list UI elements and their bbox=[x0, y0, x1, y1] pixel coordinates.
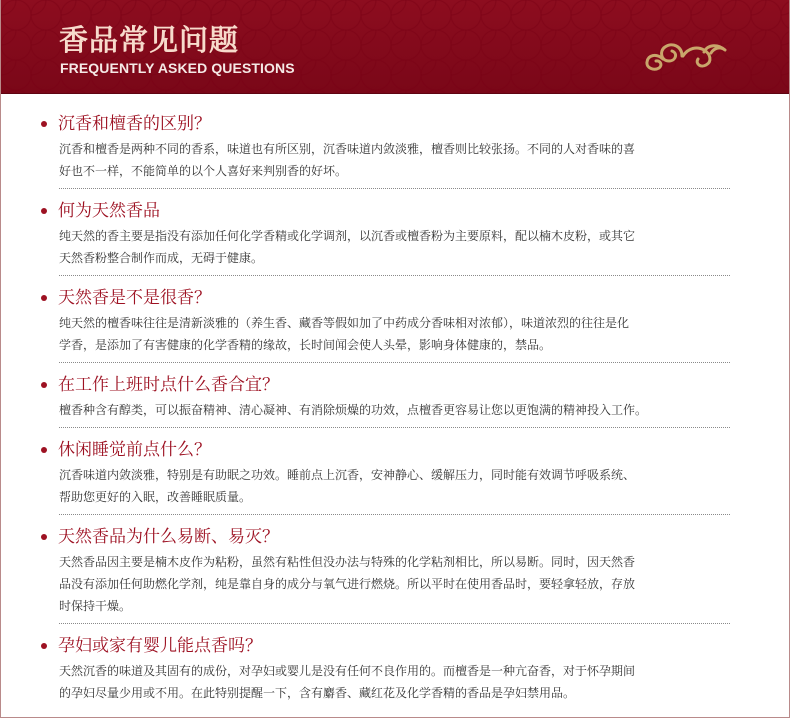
answer-line: 檀香种含有醇类，可以振奋精神、清心凝神、有消除烦燥的功效，点檀香更容易让您以更饱满的精神投入工作。 bbox=[59, 403, 648, 417]
dotted-divider bbox=[59, 188, 730, 189]
faq-question: 在工作上班时点什么香合宜？ bbox=[58, 375, 279, 395]
faq-item bbox=[41, 632, 731, 704]
answer-line: 沉香味道内敛淡雅，特别是有助眠之功效。睡前点上沉香，安神静心、缓解压力，同时能有效调节呼吸系统、 bbox=[59, 468, 636, 482]
dotted-divider bbox=[59, 275, 730, 276]
question-row bbox=[41, 523, 731, 551]
header-banner bbox=[1, 0, 789, 94]
answer-line: 纯天然的檀香味往往是清新淡雅的（养生香、藏香等假如加了中药成分香味相对浓郁），味道浓烈的往往是化 bbox=[59, 316, 630, 330]
faq-answer bbox=[59, 399, 731, 421]
dotted-divider bbox=[59, 514, 730, 515]
question-row bbox=[41, 197, 731, 225]
faq-answer bbox=[59, 225, 731, 269]
faq-item bbox=[41, 436, 731, 515]
faq-item bbox=[41, 371, 731, 428]
question-row bbox=[41, 436, 731, 464]
bullet-icon bbox=[41, 534, 47, 540]
answer-line: 天然香粉整合制作而成，无碍于健康。 bbox=[59, 251, 264, 265]
question-row bbox=[41, 632, 731, 660]
faq-answer bbox=[59, 312, 731, 356]
bullet-icon bbox=[41, 643, 47, 649]
answer-line: 天然沉香的味道及其固有的成份，对孕妇或婴儿是没有任何不良作用的。而檀香是一种亢奋香，对于怀孕期间 bbox=[59, 664, 636, 678]
bullet-icon bbox=[41, 295, 47, 301]
page-title: 香品常见问题 bbox=[59, 23, 240, 57]
faq-question: 孕妇或家有婴儿能点香吗？ bbox=[58, 636, 262, 656]
bullet-icon bbox=[41, 447, 47, 453]
faq-question: 休闲睡觉前点什么？ bbox=[58, 440, 211, 460]
faq-question: 沉香和檀香的区别？ bbox=[58, 114, 211, 134]
dotted-divider bbox=[59, 362, 730, 363]
faq-item bbox=[41, 284, 731, 363]
answer-line: 沉香和檀香是两种不同的香系，味道也有所区别，沉香味道内敛淡雅，檀香则比较张扬。不同的人对香味的喜 bbox=[59, 142, 636, 156]
faq-answer bbox=[59, 138, 731, 182]
answer-line: 好也不一样，不能简单的以个人喜好来判别香的好坏。 bbox=[59, 164, 348, 178]
faq-answer bbox=[59, 660, 731, 704]
question-row bbox=[41, 371, 731, 399]
answer-line: 学香，是添加了有害健康的化学香精的缘故，长时间闻会使人头晕，影响身体健康的，禁品。 bbox=[59, 338, 552, 352]
page-subtitle: FREQUENTLY ASKED QUESTIONS bbox=[60, 60, 295, 76]
faq-item bbox=[41, 110, 731, 189]
faq-list bbox=[41, 110, 731, 704]
dotted-divider bbox=[59, 623, 730, 624]
question-row bbox=[41, 110, 731, 138]
faq-answer bbox=[59, 551, 731, 617]
bullet-icon bbox=[41, 382, 47, 388]
answer-line: 的孕妇尽量少用或不用。在此特别提醒一下，含有麝香、藏红花及化学香精的香品是孕妇禁用品。 bbox=[59, 686, 576, 700]
faq-question: 何为天然香品 bbox=[58, 201, 160, 221]
faq-question: 天然香是不是很香？ bbox=[58, 288, 211, 308]
bullet-icon bbox=[41, 208, 47, 214]
answer-line: 帮助您更好的入眠，改善睡眠质量。 bbox=[59, 490, 252, 504]
bullet-icon bbox=[41, 121, 47, 127]
dotted-divider bbox=[59, 427, 730, 428]
cloud-icon bbox=[632, 22, 732, 72]
faq-answer bbox=[59, 464, 731, 508]
answer-line: 品没有添加任何助燃化学剂，纯是靠自身的成分与氧气进行燃烧。所以平时在使用香品时，要轻拿轻放，存放 bbox=[59, 577, 636, 591]
answer-line: 时保持干燥。 bbox=[59, 599, 132, 613]
faq-question: 天然香品为什么易断、易灭？ bbox=[58, 527, 279, 547]
answer-line: 天然香品因主要是楠木皮作为粘粉，虽然有粘性但没办法与特殊的化学粘剂相比，所以易断。同时，因天然香 bbox=[59, 555, 636, 569]
faq-item bbox=[41, 523, 731, 624]
question-row bbox=[41, 284, 731, 312]
faq-item bbox=[41, 197, 731, 276]
answer-line: 纯天然的香主要是指没有添加任何化学香精或化学调剂，以沉香或檀香粉为主要原料，配以楠木皮粉，或其它 bbox=[59, 229, 636, 243]
